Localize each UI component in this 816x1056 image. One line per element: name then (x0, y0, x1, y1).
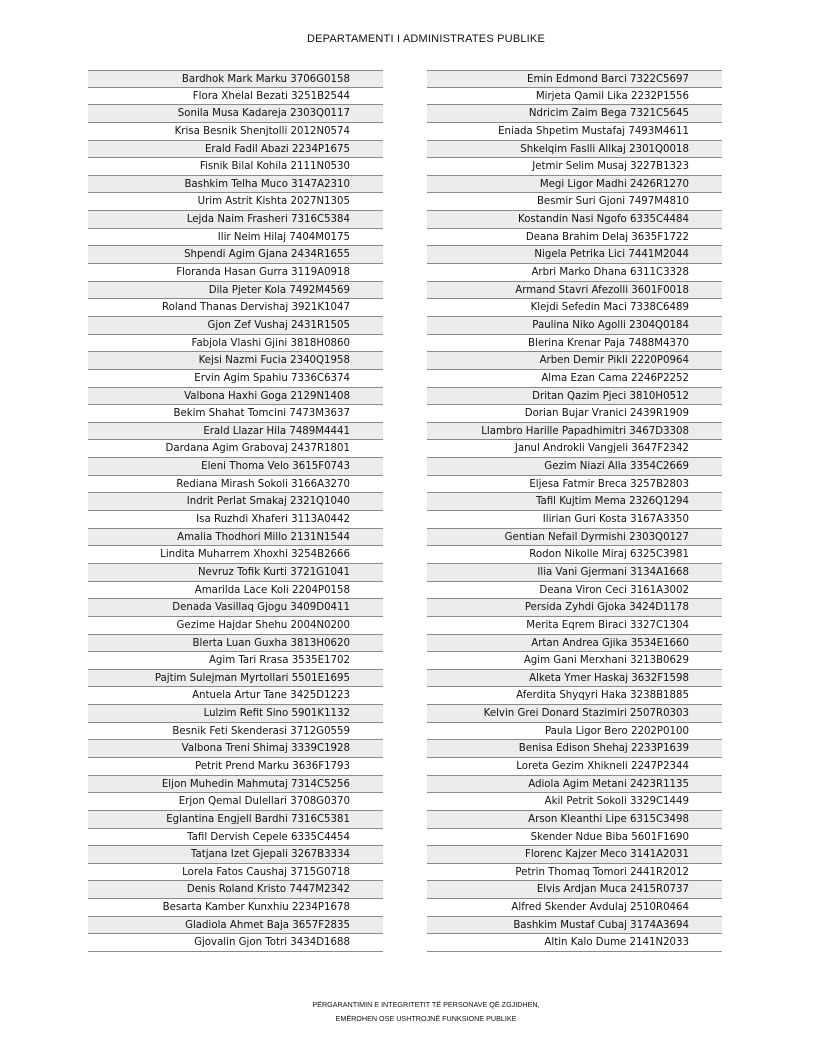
list-item: Erald Llazar Hila 7489M4441 (88, 423, 383, 441)
list-item: Gjon Zef Vushaj 2431R1505 (88, 317, 383, 335)
list-item: Indrit Perlat Smakaj 2321Q1040 (88, 493, 383, 511)
list-item: Shpendi Agim Gjana 2434R1655 (88, 246, 383, 264)
list-item: Bekim Shahat Tomcini 7473M3637 (88, 405, 383, 423)
list-item: Alketa Ymer Haskaj 3632F1598 (427, 670, 722, 688)
list-item: Ervin Agim Spahiu 7336C6374 (88, 370, 383, 388)
list-item: Eglantina Engjell Bardhi 7316C5381 (88, 811, 383, 829)
list-item: Paula Ligor Bero 2202P0100 (427, 723, 722, 741)
list-item: Ilia Vani Gjermani 3134A1668 (427, 564, 722, 582)
list-item: Altin Kalo Dume 2141N2033 (427, 934, 722, 952)
list-item: Valbona Treni Shimaj 3339C1928 (88, 740, 383, 758)
list-item: Erjon Qemal Dulellari 3708G0370 (88, 793, 383, 811)
list-item: Antuela Artur Tane 3425D1223 (88, 687, 383, 705)
list-item: Tafil Kujtim Mema 2326Q1294 (427, 493, 722, 511)
list-item: Besmir Suri Gjoni 7497M4810 (427, 193, 722, 211)
list-item: Nigela Petrika Lici 7441M2044 (427, 246, 722, 264)
list-item: Sonila Musa Kadareja 2303Q0117 (88, 105, 383, 123)
list-item: Gezime Hajdar Shehu 2004N0200 (88, 617, 383, 635)
list-item: Shkelqim Faslli Allkaj 2301Q0018 (427, 141, 722, 159)
list-item: Loreta Gezim Xhikneli 2247P2344 (427, 758, 722, 776)
list-item: Bardhok Mark Marku 3706G0158 (88, 70, 383, 88)
list-item: Ilirian Guri Kosta 3167A3350 (427, 511, 722, 529)
list-item: Deana Brahim Delaj 3635F1722 (427, 229, 722, 247)
list-item: Jetmir Selim Musaj 3227B1323 (427, 158, 722, 176)
list-item: Dardana Agim Grabovaj 2437R1801 (88, 440, 383, 458)
list-item: Eljesa Fatmir Breca 3257B2803 (427, 476, 722, 494)
list-item: Dorian Bujar Vranici 2439R1909 (427, 405, 722, 423)
list-item: Agim Tari Rrasa 3535E1702 (88, 652, 383, 670)
list-item: Alma Ezan Cama 2246P2252 (427, 370, 722, 388)
list-item: Floranda Hasan Gurra 3119A0918 (88, 264, 383, 282)
list-item: Denada Vasillaq Gjogu 3409D0411 (88, 599, 383, 617)
list-item: Merita Eqrem Biraci 3327C1304 (427, 617, 722, 635)
list-item: Dila Pjeter Kola 7492M4569 (88, 282, 383, 300)
list-item: Florenc Kajzer Meco 3141A2031 (427, 846, 722, 864)
list-item: Rodon Nikolle Miraj 6325C3981 (427, 546, 722, 564)
list-item: Lindita Muharrem Xhoxhi 3254B2666 (88, 546, 383, 564)
list-item: Fisnik Bilal Kohila 2111N0530 (88, 158, 383, 176)
list-item: Benisa Edison Shehaj 2233P1639 (427, 740, 722, 758)
list-item: Paulina Niko Agolli 2304Q0184 (427, 317, 722, 335)
list-item: Skender Ndue Biba 5601F1690 (427, 829, 722, 847)
list-item: Flora Xhelal Bezati 3251B2544 (88, 88, 383, 106)
list-item: Gladiola Ahmet Baja 3657F2835 (88, 917, 383, 935)
list-item: Isa Ruzhdi Xhaferi 3113A0442 (88, 511, 383, 529)
list-item: Akil Petrit Sokoli 3329C1449 (427, 793, 722, 811)
list-item: Rediana Mirash Sokoli 3166A3270 (88, 476, 383, 494)
right-name-list (427, 70, 722, 952)
list-item: Alfred Skender Avdulaj 2510R0464 (427, 899, 722, 917)
list-item: Fabjola Vlashi Gjini 3818H0860 (88, 335, 383, 353)
list-item: Llambro Harille Papadhimitri 3467D3308 (427, 423, 722, 441)
list-item: Adiola Agim Metani 2423R1135 (427, 776, 722, 794)
list-item: Valbona Haxhi Goga 2129N1408 (88, 388, 383, 406)
list-item: Tatjana Izet Gjepali 3267B3334 (88, 846, 383, 864)
footer-line-1: PËRGARANTIMIN E INTEGRITETIT TË PERSONAVE QË ZGJIDHEN, (312, 1000, 540, 1009)
list-item: Lejda Naim Frasheri 7316C5384 (88, 211, 383, 229)
list-item: Tafil Dervish Cepele 6335C4454 (88, 829, 383, 847)
list-item: Armand Stavri Afezolli 3601F0018 (427, 282, 722, 300)
list-item: Klejdi Sefedin Maci 7338C6489 (427, 299, 722, 317)
list-item: Bashkim Mustaf Cubaj 3174A3694 (427, 917, 722, 935)
list-item: Arson Kleanthi Lipe 6315C3498 (427, 811, 722, 829)
list-item: Urim Astrit Kishta 2027N1305 (88, 193, 383, 211)
list-item: Lulzim Refit Sino 5901K1132 (88, 705, 383, 723)
list-item: Ndricim Zaim Bega 7321C5645 (427, 105, 722, 123)
list-item: Agim Gani Merxhani 3213B0629 (427, 652, 722, 670)
list-item: Arben Demir Pikli 2220P0964 (427, 352, 722, 370)
list-item: Megi Ligor Madhi 2426R1270 (427, 176, 722, 194)
footer-line-2: EMËROHEN OSE USHTROJNË FUNKSIONE PUBLIKE (335, 1014, 517, 1023)
list-item: Besnik Feti Skenderasi 3712G0559 (88, 723, 383, 741)
page-title: DEPARTAMENTI I ADMINISTRATES PUBLIKE (306, 33, 546, 45)
list-item: Lorela Fatos Caushaj 3715G0718 (88, 864, 383, 882)
list-item: Ilir Neim Hilaj 7404M0175 (88, 229, 383, 247)
list-item: Arbri Marko Dhana 6311C3328 (427, 264, 722, 282)
list-item: Besarta Kamber Kunxhiu 2234P1678 (88, 899, 383, 917)
list-item: Eniada Shpetim Mustafaj 7493M4611 (427, 123, 722, 141)
list-item: Gjovalin Gjon Totri 3434D1688 (88, 934, 383, 952)
list-item: Pajtim Sulejman Myrtollari 5501E1695 (88, 670, 383, 688)
list-item: Aferdita Shyqyri Haka 3238B1885 (427, 687, 722, 705)
list-item: Dritan Qazim Pjeci 3810H0512 (427, 388, 722, 406)
list-item: Persida Zyhdi Gjoka 3424D1178 (427, 599, 722, 617)
list-item: Eleni Thoma Velo 3615F0743 (88, 458, 383, 476)
list-item: Kostandin Nasi Ngofo 6335C4484 (427, 211, 722, 229)
list-item: Blerta Luan Guxha 3813H0620 (88, 635, 383, 653)
list-item: Denis Roland Kristo 7447M2342 (88, 881, 383, 899)
list-item: Erald Fadil Abazi 2234P1675 (88, 141, 383, 159)
list-item: Blerina Krenar Paja 7488M4370 (427, 335, 722, 353)
list-item: Petrit Prend Marku 3636F1793 (88, 758, 383, 776)
left-name-list (88, 70, 383, 952)
list-item: Amalia Thodhori Millo 2131N1544 (88, 529, 383, 547)
list-item: Kelvin Grei Donard Stazimiri 2507R0303 (427, 705, 722, 723)
list-item: Gezim Niazi Alla 3354C2669 (427, 458, 722, 476)
list-item: Amarilda Lace Koli 2204P0158 (88, 582, 383, 600)
list-item: Roland Thanas Dervishaj 3921K1047 (88, 299, 383, 317)
list-item: Krisa Besnik Shenjtolli 2012N0574 (88, 123, 383, 141)
list-item: Emin Edmond Barci 7322C5697 (427, 70, 722, 88)
list-item: Eljon Muhedin Mahmutaj 7314C5256 (88, 776, 383, 794)
list-item: Mirjeta Qamil Lika 2232P1556 (427, 88, 722, 106)
list-item: Janul Androkli Vangjeli 3647F2342 (427, 440, 722, 458)
list-item: Gentian Nefail Dyrmishi 2303Q0127 (427, 529, 722, 547)
list-item: Deana Viron Ceci 3161A3002 (427, 582, 722, 600)
list-item: Elvis Ardjan Muca 2415R0737 (427, 881, 722, 899)
list-item: Kejsi Nazmi Fucia 2340Q1958 (88, 352, 383, 370)
list-item: Bashkim Telha Muco 3147A2310 (88, 176, 383, 194)
list-item: Nevruz Tofik Kurti 3721G1041 (88, 564, 383, 582)
list-item: Petrin Thomaq Tomori 2441R2012 (427, 864, 722, 882)
list-item: Artan Andrea Gjika 3534E1660 (427, 635, 722, 653)
